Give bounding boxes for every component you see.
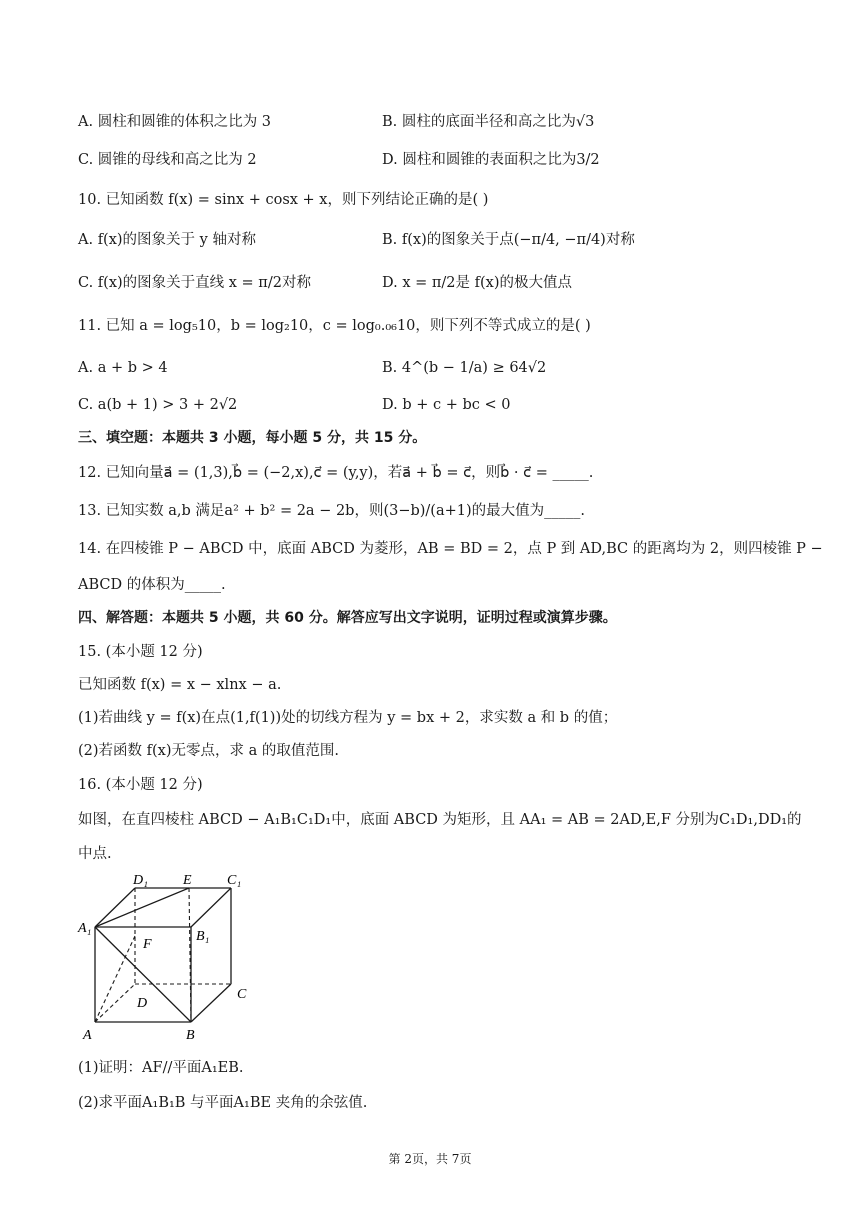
q10-option-d: D. x = π/2是 f(x)的极大值点	[382, 275, 572, 291]
q10-option-a: A. f(x)的图象关于 y 轴对称	[78, 232, 256, 248]
q9-option-d: D. 圆柱和圆锥的表面积之比为3/2	[382, 152, 600, 168]
q15-part1: (1)若曲线 y = f(x)在点(1,f(1))处的切线方程为 y = bx + 2，求实数 a 和 b 的值；	[78, 710, 618, 726]
q11-option-d: D. b + c + bc < 0	[382, 397, 511, 413]
label-f: F	[143, 937, 152, 952]
label-d: D	[137, 996, 148, 1011]
label-a: A	[83, 1028, 92, 1043]
prism-figure	[75, 872, 265, 1047]
q9-option-b: B. 圆柱的底面半径和高之比为√3	[382, 114, 595, 130]
label-b: B	[186, 1028, 195, 1043]
q16-given-line1: 如图，在直四棱柱 ABCD − A₁B₁C₁D₁中，底面 ABCD 为矩形，且 AA₁ = AB = 2AD,E,F 分别为C₁D₁,DD₁的	[78, 812, 802, 828]
q12: 12. 已知向量a⃗ = (1,3),b⃗ = (−2,x),c⃗ = (y,y)，若a⃗ + b⃗ = c⃗，则b⃗ · c⃗ = _____.	[78, 465, 594, 481]
page-footer: 第 2页，共 7页	[388, 1152, 472, 1166]
q10-stem: 10. 已知函数 f(x) = sinx + cosx + x，则下列结论正确的是( )	[78, 192, 489, 208]
label-c: C	[237, 987, 247, 1002]
q10-option-c: C. f(x)的图象关于直线 x = π/2对称	[78, 275, 311, 291]
q15-given: 已知函数 f(x) = x − xlnx − a.	[78, 677, 282, 693]
q16-header: 16. (本小题 12 分)	[78, 777, 203, 793]
section4-title: 四、解答题：本题共 5 小题，共 60 分。解答应写出文字说明，证明过程或演算步骤。	[78, 610, 617, 626]
label-a1: A₁	[78, 921, 92, 936]
label-e: E	[183, 873, 192, 888]
q10-option-b: B. f(x)的图象关于点(−π/4, −π/4)对称	[382, 232, 635, 248]
q15-header: 15. (本小题 12 分)	[78, 644, 203, 660]
q9-option-c: C. 圆锥的母线和高之比为 2	[78, 152, 257, 168]
q16-part2: (2)求平面A₁B₁B 与平面A₁BE 夹角的余弦值.	[78, 1095, 368, 1111]
q14-line2: ABCD 的体积为_____.	[78, 577, 226, 593]
q13: 13. 已知实数 a,b 满足a² + b² = 2a − 2b，则(3−b)/(a+1)的最大值为_____.	[78, 503, 586, 519]
q11-option-a: A. a + b > 4	[78, 360, 168, 376]
q16-part1: (1)证明：AF//平面A₁EB.	[78, 1060, 244, 1076]
label-c1: C₁	[227, 873, 242, 888]
q11-stem: 11. 已知 a = log₅10，b = log₂10，c = log₀.₀₆10，则下列不等式成立的是( )	[78, 318, 591, 334]
q9-option-a: A. 圆柱和圆锥的体积之比为 3	[78, 114, 272, 130]
section3-title: 三、填空题：本题共 3 小题，每小题 5 分，共 15 分。	[78, 430, 427, 446]
q11-option-c: C. a(b + 1) > 3 + 2√2	[78, 397, 238, 413]
q11-option-b: B. 4^(b − 1/a) ≥ 64√2	[382, 360, 547, 376]
q14-line1: 14. 在四棱锥 P − ABCD 中，底面 ABCD 为菱形，AB = BD = 2，点 P 到 AD,BC 的距离均为 2，则四棱锥 P −	[78, 541, 823, 557]
label-b1: B₁	[196, 929, 210, 944]
q15-part2: (2)若函数 f(x)无零点，求 a 的取值范围.	[78, 743, 339, 759]
q16-given-line2: 中点.	[78, 846, 112, 862]
label-d1: D₁	[133, 873, 148, 888]
